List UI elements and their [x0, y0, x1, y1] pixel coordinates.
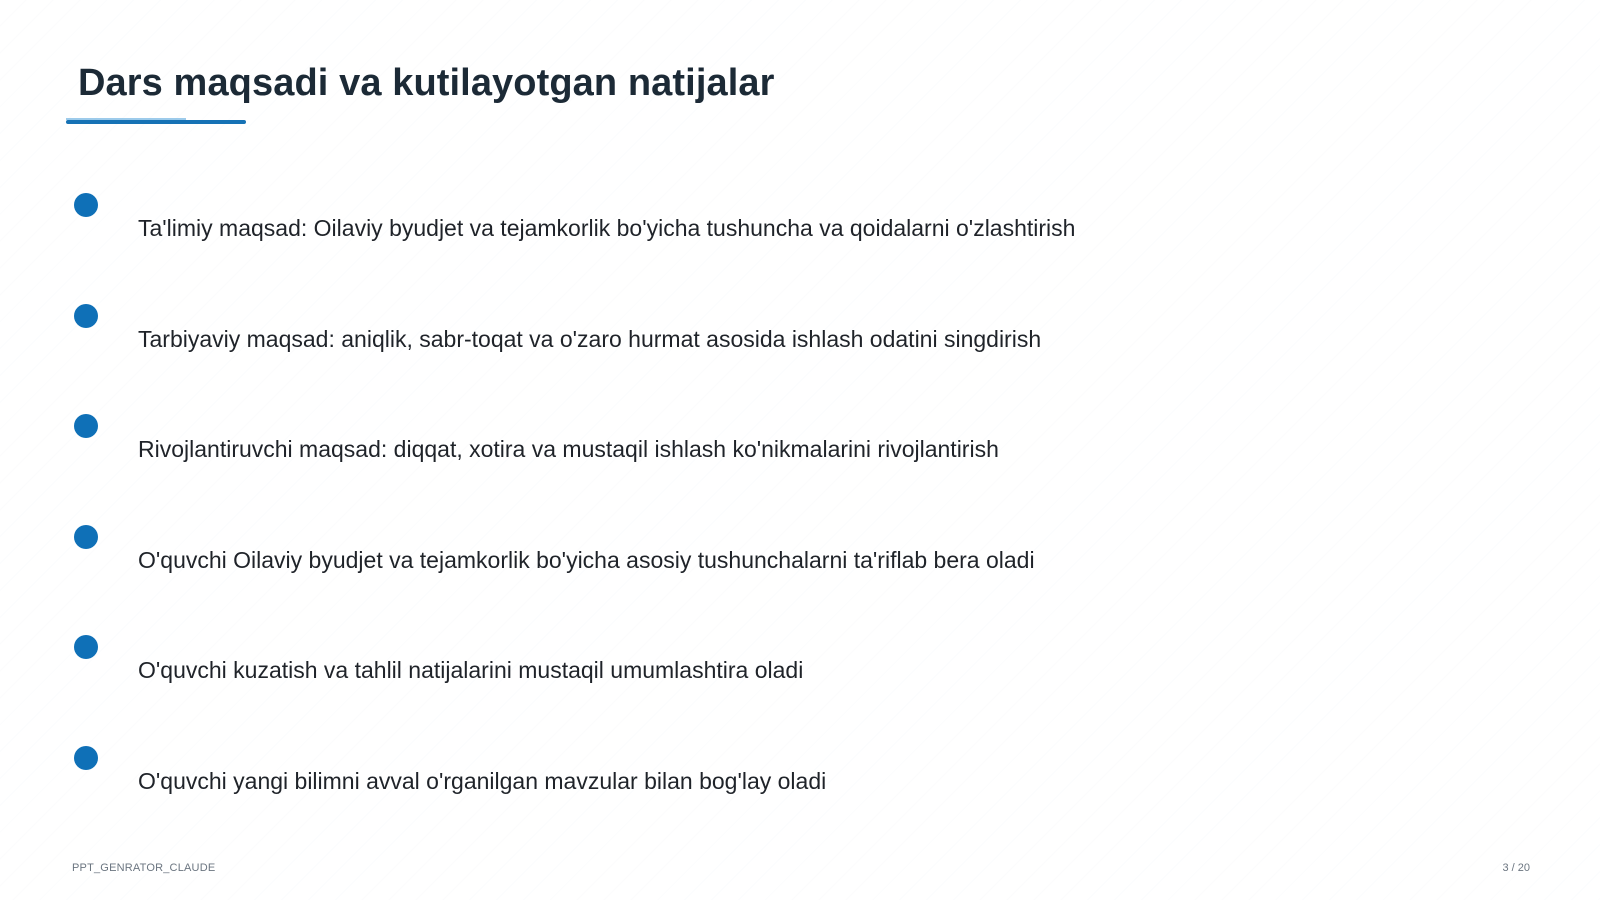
bullet-dot-icon	[74, 304, 98, 328]
bullet-text: Tarbiyaviy maqsad: aniqlik, sabr-toqat va o'zaro hurmat asosida ishlash odatini singdirish	[138, 326, 1042, 352]
bullet-text: O'quvchi Oilaviy byudjet va tejamkorlik bo'yicha asosiy tushunchalarni ta'riflab bera oladi	[138, 547, 1035, 573]
footer-brand: PPT_GENRATOR_CLAUDE	[72, 862, 216, 874]
bullet-item	[74, 414, 1474, 484]
bullet-text: Rivojlantiruvchi maqsad: diqqat, xotira va mustaqil ishlash ko'nikmalarini rivojlantirish	[138, 436, 999, 462]
bullet-dot-icon	[74, 746, 98, 770]
bullet-dot-icon	[74, 414, 98, 438]
bullet-text: O'quvchi kuzatish va tahlil natijalarini mustaqil umumlashtira oladi	[138, 657, 804, 683]
page-indicator: 3 / 20	[1502, 862, 1530, 874]
bullet-item	[74, 525, 1474, 595]
bullet-item	[74, 746, 1474, 816]
bullet-text: Ta'limiy maqsad: Oilaviy byudjet va tejamkorlik bo'yicha tushuncha va qoidalarni o'zlashtirish	[138, 215, 1076, 241]
bullet-item	[74, 635, 1474, 705]
bullet-item	[74, 304, 1474, 374]
bullet-dot-icon	[74, 635, 98, 659]
bullet-dot-icon	[74, 525, 98, 549]
slide-title: Dars maqsadi va kutilayotgan natijalar	[78, 62, 775, 104]
bullet-dot-icon	[74, 193, 98, 217]
bullet-item	[74, 193, 1474, 263]
bullet-text: O'quvchi yangi bilimni avval o'rganilgan mavzular bilan bog'lay oladi	[138, 768, 827, 794]
